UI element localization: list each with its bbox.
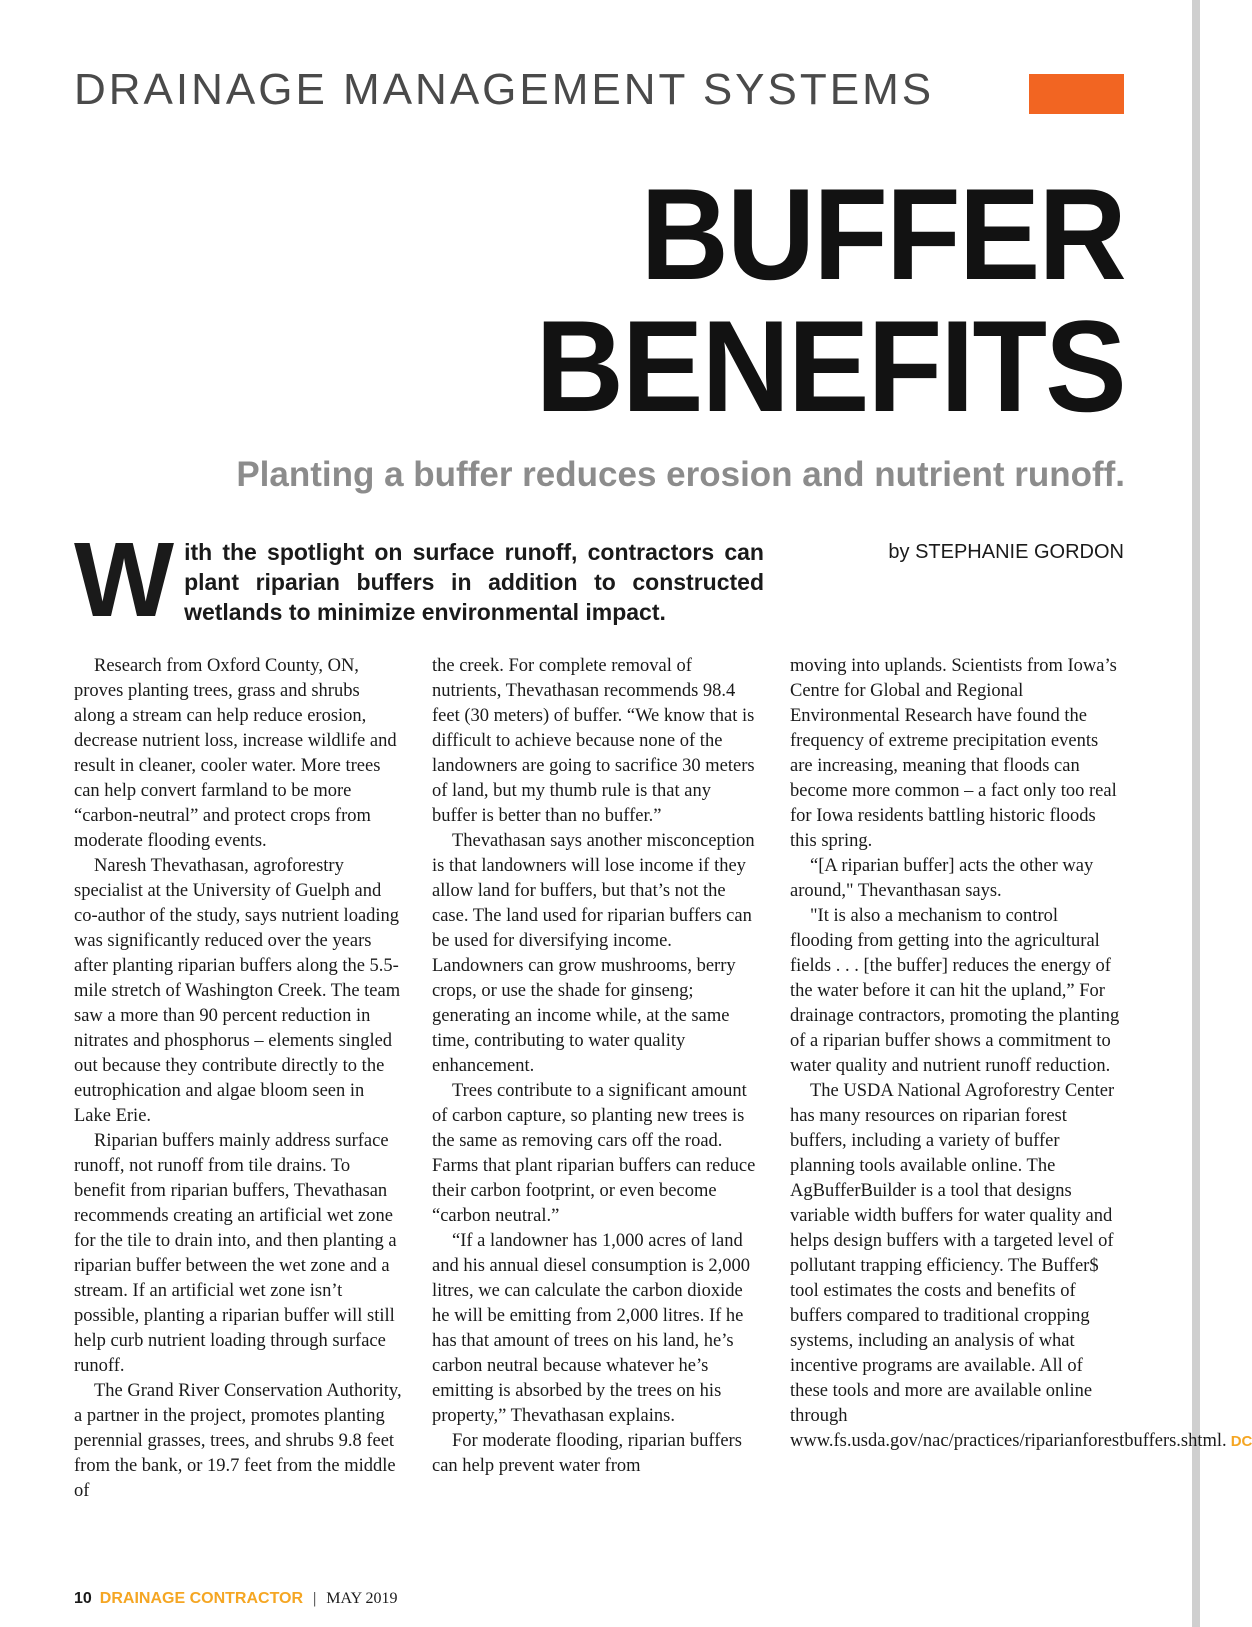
paragraph: "It is also a mechanism to control flooding from getting into the agricultural fields . . . [the buffer] reduces the energy of the water before it can hit the upland,” For drainage contractors, promoting the planting of a riparian buffer shows a commitment to water quality and nutrient runoff reduction. bbox=[790, 906, 1120, 1076]
headline-line-1: BUFFER bbox=[640, 161, 1125, 307]
article-headline bbox=[535, 161, 1125, 439]
paragraph: For moderate flooding, riparian buffers can help prevent water from bbox=[432, 1431, 742, 1476]
paragraph: “If a landowner has 1,000 acres of land and his annual diesel consumption is 2,000 litres, we can calculate the carbon dioxide he will be emitting from 2,000 litres. If he has that amount of trees on his land, he’s carbon neutral because whatever he’s emitting is absorbed by the trees on his property,” Thevathasan explains. bbox=[432, 1231, 751, 1426]
byline: by STEPHANIE GORDON bbox=[888, 541, 1124, 563]
paragraph: Naresh Thevathasan, agroforestry specialist at the University of Guelph and co-author of the study, says nutrient loading was significantly reduced over the years after planting riparian buffers along the 5.5-mile stretch of Washington Creek. The team saw a more than 90 percent reduction in nitrates and phosphorus – elements singled out because they contribute directly to the eutrophication and algae bloom seen in Lake Erie. bbox=[74, 856, 401, 1126]
section-title: DRAINAGE MANAGEMENT SYSTEMS bbox=[74, 65, 935, 114]
paragraph: the creek. For complete removal of nutrients, Thevathasan recommends 98.4 feet (30 meters) of buffer. “We know that is difficult to achieve because none of the landowners are going to sacrifice 30 meters of land, but my thumb rule is that any buffer is better than no buffer.” bbox=[432, 656, 755, 826]
paragraph: The Grand River Conservation Authority, a partner in the project, promotes planting perennial grasses, trees, and shrubs 9.8 feet from the bank, or 19.7 feet from the middle of bbox=[74, 1381, 402, 1501]
section-header bbox=[74, 62, 1124, 118]
page-edge-stripe bbox=[1192, 0, 1200, 1627]
paragraph: Thevathasan says another misconception is that landowners will lose income if they allow land for buffers, but that’s not the case. The land used for riparian buffers can be used for diversifying income. Landowners can grow mushrooms, berry crops, or use the shade for ginseng; generating an income while, at the same time, contributing to water quality enhancement. bbox=[432, 831, 755, 1076]
paragraph: Trees contribute to a significant amount of carbon capture, so planting new trees is the same as removing cars off the road. Farms that plant riparian buffers can reduce their carbon footprint, or even become “carbon neutral.” bbox=[432, 1081, 756, 1226]
paragraph: moving into uplands. Scientists from Iowa’s Centre for Global and Regional Environmental Research have found the frequency of extreme precipitation events are increasing, meaning that floods can become more common – a fact only too real for Iowa residents battling historic floods this spring. bbox=[790, 656, 1117, 851]
body-column-1 bbox=[74, 654, 402, 1504]
page-footer bbox=[74, 1589, 398, 1609]
page-number: 10 bbox=[74, 1590, 92, 1607]
end-mark: DC bbox=[1230, 1433, 1252, 1450]
paragraph-text: The USDA National Agroforestry Center has many resources on riparian forest buffers, including a variety of buffer planning tools available online. The AgBufferBuilder is a tool that designs variable width buffers for water quality and helps design buffers with a targeted level of pollutant trapping efficiency. The Buffer$ tool estimates the costs and benefits of buffers compared to traditional cropping systems, including an analysis of what incentive programs are available. All of these tools and more are available online through www.fs.usda.gov/nac/practices/riparianforestbuffers.shtml. bbox=[790, 1081, 1227, 1451]
magazine-name: DRAINAGE CONTRACTOR bbox=[99, 1590, 304, 1607]
footer-separator: | bbox=[313, 1590, 317, 1607]
issue-date: MAY 2019 bbox=[326, 1590, 398, 1607]
paragraph: “[A riparian buffer] acts the other way around," Thevanthasan says. bbox=[790, 856, 1094, 901]
headline-line-2: BENEFITS bbox=[535, 293, 1125, 439]
section-accent-bar bbox=[1029, 74, 1124, 114]
drop-cap: W bbox=[74, 521, 175, 639]
body-column-2 bbox=[432, 654, 760, 1479]
article-intro bbox=[74, 521, 764, 639]
paragraph: Riparian buffers mainly address surface runoff, not runoff from tile drains. To benefit from riparian buffers, Thevathasan recommends creating an artificial wet zone for the tile to drain into, and then planting a riparian buffer between the wet zone and a stream. If an artificial wet zone isn’t possible, planting a riparian buffer will still help curb nutrient loading through surface runoff. bbox=[74, 1131, 397, 1376]
body-column-3 bbox=[790, 654, 1252, 1454]
article-deck: Planting a buffer reduces erosion and nutrient runoff. bbox=[236, 455, 1125, 494]
paragraph: Research from Oxford County, ON, proves planting trees, grass and shrubs along a stream can help reduce erosion, decrease nutrient loss, increase wildlife and result in cleaner, cooler water. More trees can help convert farmland to be more “carbon-neutral” and protect crops from moderate flooding events. bbox=[74, 656, 397, 851]
paragraph bbox=[790, 1079, 1252, 1454]
intro-text: ith the spotlight on surface runoff, contractors can plant riparian buffers in addition to constructed wetlands to minimize environmental impact. bbox=[184, 539, 764, 625]
